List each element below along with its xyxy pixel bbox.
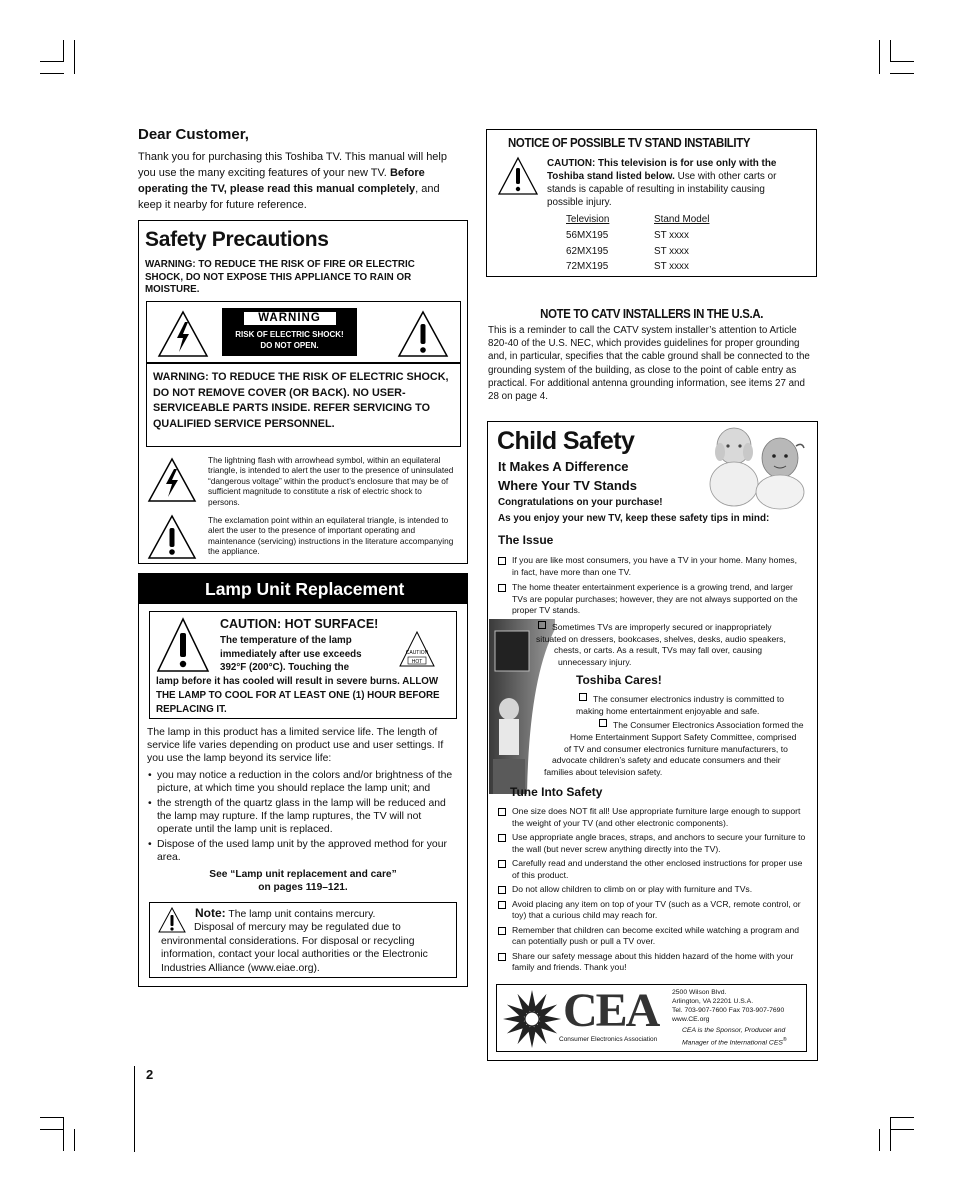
table-cell: ST xxxx [654,261,689,273]
exclamation-icon [156,617,210,678]
list-item [496,858,806,881]
catv-text: This is a reminder to call the CATV system installer’s attention to Article 820-40 of the U.S. NEC, which provides guidelines for proper grounding and, in particular, specifies that the cable ground shall be connected to the grounding system of the building, as close to the point of cable entry as practical. For additional antenna grounding information, see items 27 and 28 on page 4. [488,325,810,403]
table-cell: 62MX195 [566,245,609,257]
warning-label-donot: DO NOT OPEN. [260,341,319,350]
caution-line-3: 392°F (200°C). Touching the [220,662,350,673]
column-header-stand-model: Stand Model [654,214,710,225]
congrats-text: Congratulations on your purchase! [498,497,663,508]
list-item [496,555,806,578]
shock-warning-box [146,301,461,447]
issue-item-text: The home theater entertainment experience is a growing trend, and larger TVs are popular purchases; however, they are not always supported on the proper TV stands. [512,582,798,615]
list-item: • Dispose of the used lamp unit by the approved method for your area. [147,838,459,864]
warning-label-risk: RISK OF ELECTRIC SHOCK! [235,330,344,339]
cares-line [576,693,808,706]
stand-notice-box [486,129,817,277]
enjoy-text: As you enjoy your new TV, keep these safety tips in mind: [498,513,770,524]
cea-starburst-icon [501,988,563,1055]
table-cell: ST xxxx [654,229,689,241]
catv-title-text: NOTE TO CATV INSTALLERS IN THE U.S.A. [540,306,764,321]
lightning-explanation: The lightning flash with arrowhead symbol, within an equilateral triangle, is intended to alert the user to the presence of uninsulated “dangerous voltage” within the product’s enclosure that may be of sufficient magnitude to constitute a risk of electric shock to persons. [208,455,454,507]
list-item [496,951,806,974]
issue-item-text: If you are like most consumers, you have a TV in your home. Many homes, in fact, have more than one TV. [512,555,797,577]
caution-line-1: The temperature of the lamp [220,635,352,646]
caution-line-2: immediately after use exceeds [220,648,362,660]
tune-item-text: Remember that children can become excited while watching a program and can potentially push or pull a TV over. [512,924,800,946]
cares-line: families about television safety. [544,767,663,778]
lamp-replacement-box [138,573,468,987]
child-subtitle-2: Where Your TV Stands [498,478,637,493]
list-item [496,806,806,829]
see-line-2: on pages 119–121. [258,882,348,893]
stand-notice-title [508,135,790,151]
table-row [566,244,709,260]
lamp-title: Lamp Unit Replacement [205,579,405,599]
safety-warning-top: WARNING: TO REDUCE THE RISK OF FIRE OR ELECTRIC SHOCK, DO NOT EXPOSE THIS APPLIANCE TO RAIN OR MOISTURE. [145,259,415,295]
table-row [566,228,709,244]
tune-list [496,806,806,977]
see-line-1: See “Lamp unit replacement and care” [209,869,397,880]
list-item [538,621,808,668]
cares-line: making home entertainment enjoyable and safe. [576,705,760,716]
stand-caution-text [497,157,803,209]
warning-shock-text: WARNING: TO REDUCE THE RISK OF ELECTRIC SHOCK, DO NOT REMOVE COVER (OR BACK). NO USER-SERVICEABLE PARTS INSIDE. REFER SERVICING TO QUALIFIED SERVICE PERSONNEL. [153,371,449,430]
mercury-note-line1 [195,906,375,922]
stand-table [566,212,709,275]
hot-surface-icon [398,630,436,673]
checkbox-icon [579,693,587,701]
tune-item-text: Share our safety message about this hidden hazard of the home with your family and friends. Thank you! [512,950,794,972]
cea-sponsor [682,1027,804,1047]
hot-surface-caution-box [149,611,457,719]
list-item: • the strength of the quartz glass in the lamp will be reduced and the lamp may rupture. If the lamp ruptures, the TV will not operate until the lamp unit is replaced. [147,797,459,836]
child-subtitle-1: It Makes A Difference [498,459,629,474]
column-header-television: Television [566,214,610,225]
tune-item-text: Carefully read and understand the other enclosed instructions for proper use of this product. [512,858,803,880]
checkbox-icon [498,557,506,565]
cea-address-line: 2500 Wilson Blvd. [672,989,727,996]
lightning-icon [147,457,197,508]
stand-caution-rest: Use with other carts or stands is capable of resulting in instability causing possible injury. [547,171,777,208]
caution-title: CAUTION: HOT SURFACE! [220,617,379,631]
issue-item-3-line: chests, or carts. As a result, TVs may fall over, causing [554,645,763,655]
checkbox-icon [498,901,506,909]
table-cell: 56MX195 [566,229,609,241]
warning-label [222,308,357,356]
cea-address [672,988,784,1024]
dear-intro: Thank you for purchasing this Toshiba TV. This manual will help you use the many exciting features of your new TV. [138,151,447,179]
list-item [496,884,806,896]
cares-line: of TV and consumer electronics furniture manufacturers, to [564,743,788,754]
cares-line-text: The Consumer Electronics Association formed the [613,720,804,730]
list-item [496,582,806,617]
table-cell: 72MX195 [566,261,609,273]
cea-sponsor-text: CEA is the Sponsor, Producer and Manager of the International CES [682,1027,786,1046]
cea-logo-text: CEA [563,984,659,1037]
issue-item-3-line: situated on dressers, bookcases, shelves, desks, audio speakers, [536,633,786,644]
dear-customer-heading: Dear Customer, [138,126,249,143]
checkbox-icon [498,860,506,868]
issue-list [496,555,806,620]
checkbox-icon [538,621,546,629]
list-item [496,832,806,855]
cares-item-1 [576,693,808,718]
cea-registered-mark: ® [782,1036,787,1043]
table-cell: ST xxxx [654,245,689,257]
cea-phone-fax: Tel. 703-907-7600 Fax 703-907-7690 [672,1007,785,1014]
checkbox-icon [498,834,506,842]
cares-line [599,719,808,732]
issue-item-3-line: unnecessary injury. [558,656,632,667]
safety-precautions-box [138,220,468,564]
exclamation-icon [397,310,449,363]
cea-logo-subtext: Consumer Electronics Association [559,1036,658,1043]
cares-line: advocate children’s safety and educate consumers and their [552,755,781,766]
table-header [566,212,709,228]
tune-item-text: Use appropriate angle braces, straps, and anchors to secure your furniture to the wall (but never screw anything directly into the TV). [512,832,806,854]
cares-item-2 [544,719,808,779]
dear-customer-section [138,126,460,213]
warning-label-title: WARNING [244,312,336,325]
cea-box [496,984,807,1052]
safety-title: Safety Precautions [145,228,329,251]
toshiba-cares-title: Toshiba Cares! [576,673,662,687]
dear-customer-text [138,149,460,213]
tune-item-text: Do not allow children to climb on or play with furniture and TVs. [512,884,753,894]
cea-website: www.CE.org [672,1016,710,1023]
child-safety-title: Child Safety [497,427,635,455]
catv-title [488,306,816,322]
catv-section [488,306,816,403]
lamp-intro: The lamp in this product has a limited service life. The length of service life varies depending on product use and user settings. If you use the lamp beyond its service life: [147,727,444,764]
stand-caution-bold: CAUTION: This television is for use only with the Toshiba stand listed below. [547,158,777,182]
lamp-title-bar [139,574,467,604]
see-lamp-care [139,868,467,894]
tune-item-text: Avoid placing any item on top of your TV (such as a VCR, remote control, or toy) that a curious child may reach for. [512,898,801,920]
dear-read-manual: Before operating the TV, please read this manual completely [138,167,425,195]
cea-address-line: Arlington, VA 22201 U.S.A. [672,998,754,1005]
tune-title: Tune Into Safety [510,785,603,799]
issue-item-3-line [538,621,808,634]
lightning-icon [157,310,209,363]
checkbox-icon [498,584,506,592]
cares-line-text: The consumer electronics industry is committed to [593,694,785,704]
stand-notice-title-text: NOTICE OF POSSIBLE TV STAND INSTABILITY [508,135,751,150]
note-line-1: The lamp unit contains mercury. [228,909,376,920]
table-row [566,259,709,275]
checkbox-icon [599,719,607,727]
dear-keep-nearby: , and keep it nearby for future reference. [138,183,440,211]
babies-photo [698,424,813,515]
list-item [496,899,806,922]
caution-rest: lamp before it has cooled will result in severe burns. ALLOW THE LAMP TO COOL FOR AT LEAST ONE (1) HOUR BEFORE REPLACING IT. [156,675,440,715]
hot-label: HOT [411,659,423,665]
tune-item-text: One size does NOT fit all! Use appropriate furniture large enough to support the weight of your TV (and other electronic components). [512,806,801,828]
note-label: Note: [195,906,226,920]
issue-item-3-line-text: Sometimes TVs are improperly secured or inappropriately [552,622,772,632]
checkbox-icon [498,927,506,935]
mercury-note-rest: Disposal of mercury may be regulated due to environmental considerations. For disposal or recycling information, contact your local authorities or the Electronic Industries Alliance (www.eiae.org). [161,922,428,974]
child-safety-box [487,421,818,1061]
page-number: 2 [146,1067,154,1082]
hot-surface-label: CAUTION [405,650,429,656]
exclamation-explanation: The exclamation point within an equilateral triangle, is intended to alert the user to the presence of important operating and maintenance (servicing) instructions in the literature accompanying the appliance. [208,515,454,557]
list-item: • you may notice a reduction in the colors and/or brightness of the picture, at which time you should replace the lamp unit; and [147,769,459,795]
checkbox-icon [498,808,506,816]
issue-title: The Issue [498,533,554,547]
list-item [496,925,806,948]
cares-line: Home Entertainment Support Safety Committee, comprised [570,731,797,742]
lamp-bullet-list [147,769,459,866]
checkbox-icon [498,886,506,894]
issue-list-3 [538,621,808,671]
exclamation-icon [147,514,197,565]
checkbox-icon [498,953,506,961]
mercury-note-box [149,902,457,978]
